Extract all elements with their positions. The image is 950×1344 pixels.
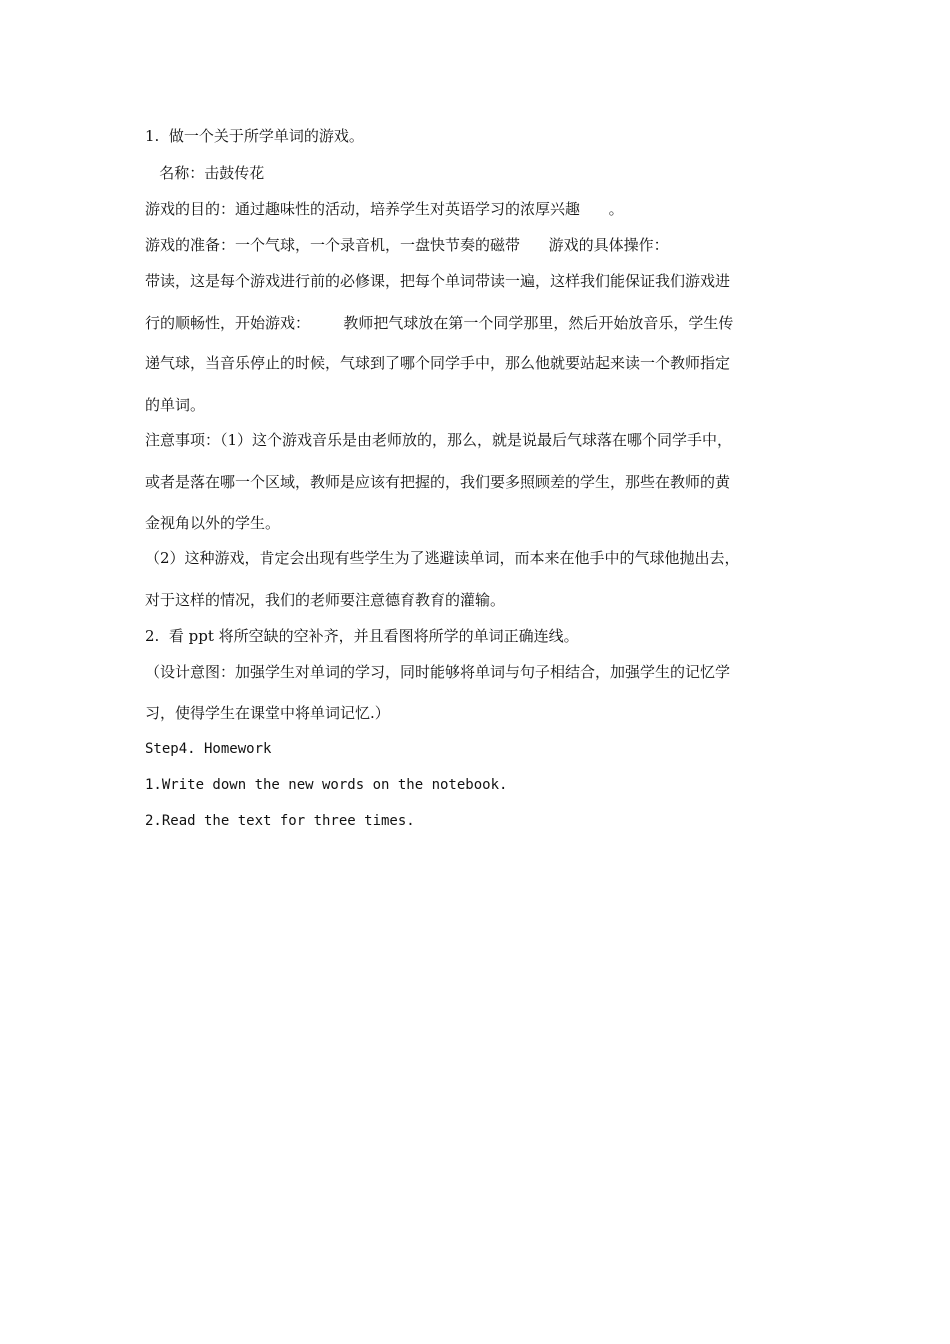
paragraph-line: 的单词。 [145,396,206,414]
paragraph-line: 2. 看 ppt 将所空缺的空补齐，并且看图将所学的单词正确连线。 [145,627,579,645]
paragraph-line: 递气球，当音乐停止的时候，气球到了哪个同学手中，那么他就要站起来读一个教师指定 [145,354,731,372]
paragraph-line: 游戏的目的：通过趣味性的活动，培养学生对英语学习的浓厚兴趣 。 [145,200,624,218]
paragraph-line: 注意事项：（1）这个游戏音乐是由老师放的，那么，就是说最后气球落在哪个同学手中， [145,431,733,449]
paragraph-line: 对于这样的情况，我们的老师要注意德育教育的灌输。 [145,591,506,609]
paragraph-line: 行的顺畅性，开始游戏： 教师把气球放在第一个同学那里，然后开始放音乐，学生传 [145,314,734,332]
paragraph-line: 带读，这是每个游戏进行前的必修课，把每个单词带读一遍，这样我们能保证我们游戏进 [145,272,731,290]
paragraph-line: （2）这种游戏，肯定会出现有些学生为了逃避读单词，而本来在他手中的气球他抛出去， [145,549,740,567]
paragraph-line: 金视角以外的学生。 [145,514,281,532]
section-heading: Step4. Homework [145,741,272,757]
paragraph-line: 习，使得学生在课堂中将单词记忆.） [145,704,390,722]
paragraph-line: 或者是落在哪一个区域，教师是应该有把握的，我们要多照顾差的学生，那些在教师的黄 [145,473,731,491]
homework-item: 1.Write down the new words on the notebook. [145,777,508,793]
paragraph-line: 游戏的准备：一个气球，一个录音机，一盘快节奏的磁带 游戏的具体操作： [145,236,669,254]
paragraph-line: 名称：击鼓传花 [145,164,265,182]
paragraph-line: 1. 做一个关于所学单词的游戏。 [145,127,364,145]
paragraph-line: （设计意图：加强学生对单词的学习，同时能够将单词与句子相结合，加强学生的记忆学 [145,663,731,681]
homework-item: 2.Read the text for three times. [145,813,415,829]
